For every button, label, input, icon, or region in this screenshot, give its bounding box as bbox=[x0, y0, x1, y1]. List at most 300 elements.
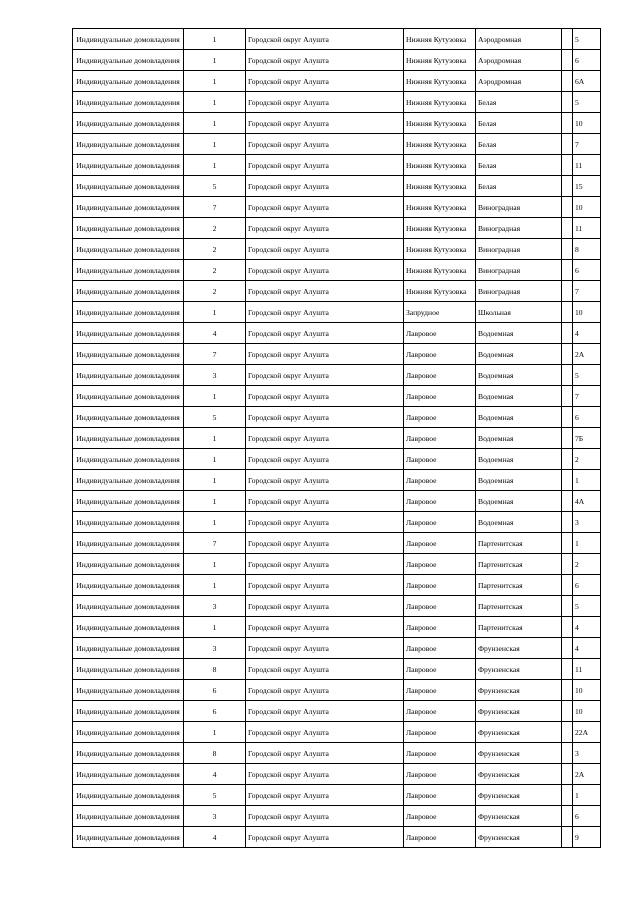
street-cell: Фрунзенская bbox=[476, 638, 562, 659]
table-row bbox=[73, 50, 601, 71]
municipality-cell: Городской округ Алушта bbox=[246, 239, 404, 260]
house-number-cell: 4 bbox=[573, 323, 601, 344]
count-cell: 7 bbox=[184, 197, 246, 218]
house-number-cell: 11 bbox=[573, 155, 601, 176]
object-type-cell: Индивидуальные домовладения bbox=[73, 302, 184, 323]
object-type-cell: Индивидуальные домовладения bbox=[73, 617, 184, 638]
locality-cell: Нижняя Кутузовка bbox=[404, 155, 476, 176]
count-cell: 2 bbox=[184, 239, 246, 260]
municipality-cell: Городской округ Алушта bbox=[246, 575, 404, 596]
locality-cell: Запрудное bbox=[404, 302, 476, 323]
locality-cell: Лавровое bbox=[404, 491, 476, 512]
count-cell: 6 bbox=[184, 701, 246, 722]
locality-cell: Нижняя Кутузовка bbox=[404, 50, 476, 71]
street-cell: Белая bbox=[476, 155, 562, 176]
count-cell: 1 bbox=[184, 554, 246, 575]
empty-cell bbox=[562, 302, 573, 323]
street-cell: Водоемная bbox=[476, 449, 562, 470]
empty-cell bbox=[562, 512, 573, 533]
house-number-cell: 4 bbox=[573, 638, 601, 659]
locality-cell: Лавровое bbox=[404, 533, 476, 554]
municipality-cell: Городской округ Алушта bbox=[246, 260, 404, 281]
municipality-cell: Городской округ Алушта bbox=[246, 113, 404, 134]
locality-cell: Лавровое bbox=[404, 638, 476, 659]
locality-cell: Лавровое bbox=[404, 701, 476, 722]
empty-cell bbox=[562, 176, 573, 197]
object-type-cell: Индивидуальные домовладения bbox=[73, 50, 184, 71]
house-number-cell: 1 bbox=[573, 785, 601, 806]
count-cell: 5 bbox=[184, 407, 246, 428]
table-row bbox=[73, 785, 601, 806]
object-type-cell: Индивидуальные домовладения bbox=[73, 197, 184, 218]
object-type-cell: Индивидуальные домовладения bbox=[73, 71, 184, 92]
street-cell: Водоемная bbox=[476, 323, 562, 344]
empty-cell bbox=[562, 701, 573, 722]
table-row bbox=[73, 281, 601, 302]
object-type-cell: Индивидуальные домовладения bbox=[73, 386, 184, 407]
house-number-cell: 6 bbox=[573, 806, 601, 827]
table-row bbox=[73, 71, 601, 92]
table-row bbox=[73, 470, 601, 491]
empty-cell bbox=[562, 197, 573, 218]
house-number-cell: 4 bbox=[573, 617, 601, 638]
empty-cell bbox=[562, 491, 573, 512]
table-row bbox=[73, 701, 601, 722]
house-number-cell: 3 bbox=[573, 743, 601, 764]
house-number-cell: 2А bbox=[573, 344, 601, 365]
locality-cell: Нижняя Кутузовка bbox=[404, 92, 476, 113]
table-body bbox=[73, 29, 601, 848]
house-number-cell: 5 bbox=[573, 365, 601, 386]
table-row bbox=[73, 449, 601, 470]
municipality-cell: Городской округ Алушта bbox=[246, 701, 404, 722]
house-number-cell: 9 bbox=[573, 827, 601, 848]
empty-cell bbox=[562, 386, 573, 407]
municipality-cell: Городской округ Алушта bbox=[246, 785, 404, 806]
object-type-cell: Индивидуальные домовладения bbox=[73, 92, 184, 113]
street-cell: Водоемная bbox=[476, 491, 562, 512]
street-cell: Белая bbox=[476, 113, 562, 134]
house-number-cell: 7Б bbox=[573, 428, 601, 449]
object-type-cell: Индивидуальные домовладения bbox=[73, 659, 184, 680]
municipality-cell: Городской округ Алушта bbox=[246, 218, 404, 239]
empty-cell bbox=[562, 323, 573, 344]
empty-cell bbox=[562, 407, 573, 428]
object-type-cell: Индивидуальные домовладения bbox=[73, 239, 184, 260]
object-type-cell: Индивидуальные домовладения bbox=[73, 365, 184, 386]
street-cell: Водоемная bbox=[476, 365, 562, 386]
locality-cell: Лавровое bbox=[404, 470, 476, 491]
street-cell: Фрунзенская bbox=[476, 764, 562, 785]
municipality-cell: Городской округ Алушта bbox=[246, 29, 404, 50]
municipality-cell: Городской округ Алушта bbox=[246, 176, 404, 197]
municipality-cell: Городской округ Алушта bbox=[246, 680, 404, 701]
municipality-cell: Городской округ Алушта bbox=[246, 281, 404, 302]
locality-cell: Лавровое bbox=[404, 344, 476, 365]
table-row bbox=[73, 218, 601, 239]
empty-cell bbox=[562, 575, 573, 596]
locality-cell: Лавровое bbox=[404, 785, 476, 806]
house-number-cell: 4А bbox=[573, 491, 601, 512]
empty-cell bbox=[562, 785, 573, 806]
municipality-cell: Городской округ Алушта bbox=[246, 155, 404, 176]
count-cell: 7 bbox=[184, 533, 246, 554]
count-cell: 5 bbox=[184, 785, 246, 806]
street-cell: Водоемная bbox=[476, 512, 562, 533]
locality-cell: Лавровое bbox=[404, 722, 476, 743]
object-type-cell: Индивидуальные домовладения bbox=[73, 722, 184, 743]
house-number-cell: 6 bbox=[573, 50, 601, 71]
locality-cell: Лавровое bbox=[404, 575, 476, 596]
count-cell: 8 bbox=[184, 659, 246, 680]
municipality-cell: Городской округ Алушта bbox=[246, 428, 404, 449]
count-cell: 3 bbox=[184, 638, 246, 659]
house-number-cell: 11 bbox=[573, 218, 601, 239]
street-cell: Виноградная bbox=[476, 197, 562, 218]
count-cell: 8 bbox=[184, 743, 246, 764]
empty-cell bbox=[562, 50, 573, 71]
count-cell: 2 bbox=[184, 260, 246, 281]
table-row bbox=[73, 176, 601, 197]
house-number-cell: 10 bbox=[573, 113, 601, 134]
locality-cell: Лавровое bbox=[404, 554, 476, 575]
house-number-cell: 6А bbox=[573, 71, 601, 92]
locality-cell: Лавровое bbox=[404, 827, 476, 848]
municipality-cell: Городской округ Алушта bbox=[246, 512, 404, 533]
object-type-cell: Индивидуальные домовладения bbox=[73, 113, 184, 134]
municipality-cell: Городской округ Алушта bbox=[246, 386, 404, 407]
object-type-cell: Индивидуальные домовладения bbox=[73, 428, 184, 449]
table-row bbox=[73, 743, 601, 764]
municipality-cell: Городской округ Алушта bbox=[246, 71, 404, 92]
street-cell: Водоемная bbox=[476, 386, 562, 407]
empty-cell bbox=[562, 281, 573, 302]
street-cell: Белая bbox=[476, 134, 562, 155]
street-cell: Фрунзенская bbox=[476, 827, 562, 848]
table-row bbox=[73, 134, 601, 155]
empty-cell bbox=[562, 344, 573, 365]
municipality-cell: Городской округ Алушта bbox=[246, 134, 404, 155]
house-number-cell: 15 bbox=[573, 176, 601, 197]
object-type-cell: Индивидуальные домовладения bbox=[73, 281, 184, 302]
street-cell: Школьная bbox=[476, 302, 562, 323]
table-row bbox=[73, 155, 601, 176]
empty-cell bbox=[562, 596, 573, 617]
table-row bbox=[73, 827, 601, 848]
table-row bbox=[73, 302, 601, 323]
object-type-cell: Индивидуальные домовладения bbox=[73, 554, 184, 575]
municipality-cell: Городской округ Алушта bbox=[246, 827, 404, 848]
object-type-cell: Индивидуальные домовладения bbox=[73, 680, 184, 701]
table-row bbox=[73, 491, 601, 512]
locality-cell: Нижняя Кутузовка bbox=[404, 218, 476, 239]
municipality-cell: Городской округ Алушта bbox=[246, 596, 404, 617]
empty-cell bbox=[562, 428, 573, 449]
locality-cell: Лавровое bbox=[404, 806, 476, 827]
empty-cell bbox=[562, 533, 573, 554]
municipality-cell: Городской округ Алушта bbox=[246, 407, 404, 428]
object-type-cell: Индивидуальные домовладения bbox=[73, 344, 184, 365]
house-number-cell: 3 bbox=[573, 512, 601, 533]
house-number-cell: 22А bbox=[573, 722, 601, 743]
municipality-cell: Городской округ Алушта bbox=[246, 659, 404, 680]
municipality-cell: Городской округ Алушта bbox=[246, 491, 404, 512]
table-row bbox=[73, 197, 601, 218]
empty-cell bbox=[562, 638, 573, 659]
table-row bbox=[73, 638, 601, 659]
locality-cell: Лавровое bbox=[404, 764, 476, 785]
house-number-cell: 6 bbox=[573, 575, 601, 596]
locality-cell: Лавровое bbox=[404, 512, 476, 533]
object-type-cell: Индивидуальные домовладения bbox=[73, 176, 184, 197]
house-number-cell: 5 bbox=[573, 596, 601, 617]
municipality-cell: Городской округ Алушта bbox=[246, 344, 404, 365]
object-type-cell: Индивидуальные домовладения bbox=[73, 491, 184, 512]
house-number-cell: 7 bbox=[573, 281, 601, 302]
locality-cell: Нижняя Кутузовка bbox=[404, 113, 476, 134]
table-row bbox=[73, 260, 601, 281]
street-cell: Белая bbox=[476, 176, 562, 197]
empty-cell bbox=[562, 29, 573, 50]
empty-cell bbox=[562, 470, 573, 491]
locality-cell: Нижняя Кутузовка bbox=[404, 134, 476, 155]
object-type-cell: Индивидуальные домовладения bbox=[73, 407, 184, 428]
locality-cell: Нижняя Кутузовка bbox=[404, 197, 476, 218]
object-type-cell: Индивидуальные домовладения bbox=[73, 323, 184, 344]
object-type-cell: Индивидуальные домовладения bbox=[73, 764, 184, 785]
table-row bbox=[73, 554, 601, 575]
empty-cell bbox=[562, 659, 573, 680]
locality-cell: Нижняя Кутузовка bbox=[404, 71, 476, 92]
empty-cell bbox=[562, 722, 573, 743]
street-cell: Партенитская bbox=[476, 596, 562, 617]
object-type-cell: Индивидуальные домовладения bbox=[73, 470, 184, 491]
table-row bbox=[73, 512, 601, 533]
table-row bbox=[73, 533, 601, 554]
locality-cell: Лавровое bbox=[404, 323, 476, 344]
table-row bbox=[73, 428, 601, 449]
house-number-cell: 2 bbox=[573, 554, 601, 575]
table-row bbox=[73, 92, 601, 113]
count-cell: 1 bbox=[184, 512, 246, 533]
table-row bbox=[73, 365, 601, 386]
empty-cell bbox=[562, 134, 573, 155]
municipality-cell: Городской округ Алушта bbox=[246, 449, 404, 470]
count-cell: 7 bbox=[184, 344, 246, 365]
municipality-cell: Городской округ Алушта bbox=[246, 197, 404, 218]
municipality-cell: Городской округ Алушта bbox=[246, 743, 404, 764]
locality-cell: Лавровое bbox=[404, 428, 476, 449]
empty-cell bbox=[562, 113, 573, 134]
empty-cell bbox=[562, 365, 573, 386]
object-type-cell: Индивидуальные домовладения bbox=[73, 827, 184, 848]
table-row bbox=[73, 659, 601, 680]
house-number-cell: 10 bbox=[573, 197, 601, 218]
count-cell: 5 bbox=[184, 176, 246, 197]
count-cell: 1 bbox=[184, 617, 246, 638]
municipality-cell: Городской округ Алушта bbox=[246, 323, 404, 344]
locality-cell: Лавровое bbox=[404, 659, 476, 680]
empty-cell bbox=[562, 71, 573, 92]
object-type-cell: Индивидуальные домовладения bbox=[73, 785, 184, 806]
house-number-cell: 10 bbox=[573, 680, 601, 701]
street-cell: Виноградная bbox=[476, 281, 562, 302]
object-type-cell: Индивидуальные домовладения bbox=[73, 218, 184, 239]
count-cell: 1 bbox=[184, 449, 246, 470]
table-row bbox=[73, 764, 601, 785]
empty-cell bbox=[562, 260, 573, 281]
object-type-cell: Индивидуальные домовладения bbox=[73, 449, 184, 470]
empty-cell bbox=[562, 680, 573, 701]
empty-cell bbox=[562, 827, 573, 848]
count-cell: 3 bbox=[184, 596, 246, 617]
table-row bbox=[73, 113, 601, 134]
count-cell: 1 bbox=[184, 50, 246, 71]
street-cell: Фрунзенская bbox=[476, 701, 562, 722]
object-type-cell: Индивидуальные домовладения bbox=[73, 701, 184, 722]
object-type-cell: Индивидуальные домовладения bbox=[73, 575, 184, 596]
street-cell: Партенитская bbox=[476, 533, 562, 554]
object-type-cell: Индивидуальные домовладения bbox=[73, 596, 184, 617]
street-cell: Виноградная bbox=[476, 260, 562, 281]
locality-cell: Нижняя Кутузовка bbox=[404, 176, 476, 197]
object-type-cell: Индивидуальные домовладения bbox=[73, 533, 184, 554]
street-cell: Водоемная bbox=[476, 344, 562, 365]
street-cell: Аэродромная bbox=[476, 50, 562, 71]
empty-cell bbox=[562, 743, 573, 764]
empty-cell bbox=[562, 92, 573, 113]
street-cell: Фрунзенская bbox=[476, 680, 562, 701]
locality-cell: Лавровое bbox=[404, 743, 476, 764]
house-number-cell: 8 bbox=[573, 239, 601, 260]
street-cell: Фрунзенская bbox=[476, 722, 562, 743]
object-type-cell: Индивидуальные домовладения bbox=[73, 29, 184, 50]
municipality-cell: Городской округ Алушта bbox=[246, 365, 404, 386]
address-registry-table bbox=[72, 28, 601, 848]
table-row bbox=[73, 386, 601, 407]
object-type-cell: Индивидуальные домовладения bbox=[73, 134, 184, 155]
table-row bbox=[73, 722, 601, 743]
street-cell: Фрунзенская bbox=[476, 785, 562, 806]
street-cell: Аэродромная bbox=[476, 29, 562, 50]
municipality-cell: Городской округ Алушта bbox=[246, 302, 404, 323]
locality-cell: Лавровое bbox=[404, 449, 476, 470]
count-cell: 1 bbox=[184, 470, 246, 491]
table-row bbox=[73, 680, 601, 701]
house-number-cell: 11 bbox=[573, 659, 601, 680]
count-cell: 1 bbox=[184, 29, 246, 50]
count-cell: 1 bbox=[184, 92, 246, 113]
count-cell: 4 bbox=[184, 323, 246, 344]
house-number-cell: 5 bbox=[573, 29, 601, 50]
count-cell: 2 bbox=[184, 281, 246, 302]
municipality-cell: Городской округ Алушта bbox=[246, 554, 404, 575]
count-cell: 1 bbox=[184, 71, 246, 92]
table-row bbox=[73, 806, 601, 827]
house-number-cell: 1 bbox=[573, 533, 601, 554]
street-cell: Аэродромная bbox=[476, 71, 562, 92]
empty-cell bbox=[562, 617, 573, 638]
municipality-cell: Городской округ Алушта bbox=[246, 50, 404, 71]
count-cell: 1 bbox=[184, 722, 246, 743]
street-cell: Фрунзенская bbox=[476, 659, 562, 680]
house-number-cell: 7 bbox=[573, 386, 601, 407]
count-cell: 1 bbox=[184, 428, 246, 449]
object-type-cell: Индивидуальные домовладения bbox=[73, 806, 184, 827]
municipality-cell: Городской округ Алушта bbox=[246, 638, 404, 659]
count-cell: 6 bbox=[184, 680, 246, 701]
house-number-cell: 10 bbox=[573, 701, 601, 722]
count-cell: 1 bbox=[184, 113, 246, 134]
municipality-cell: Городской округ Алушта bbox=[246, 617, 404, 638]
street-cell: Партенитская bbox=[476, 575, 562, 596]
street-cell: Партенитская bbox=[476, 554, 562, 575]
street-cell: Партенитская bbox=[476, 617, 562, 638]
street-cell: Водоемная bbox=[476, 470, 562, 491]
table-row bbox=[73, 344, 601, 365]
street-cell: Фрунзенская bbox=[476, 743, 562, 764]
object-type-cell: Индивидуальные домовладения bbox=[73, 512, 184, 533]
count-cell: 4 bbox=[184, 827, 246, 848]
table-row bbox=[73, 596, 601, 617]
locality-cell: Нижняя Кутузовка bbox=[404, 29, 476, 50]
count-cell: 4 bbox=[184, 764, 246, 785]
count-cell: 1 bbox=[184, 302, 246, 323]
house-number-cell: 5 bbox=[573, 92, 601, 113]
object-type-cell: Индивидуальные домовладения bbox=[73, 260, 184, 281]
house-number-cell: 7 bbox=[573, 134, 601, 155]
count-cell: 2 bbox=[184, 218, 246, 239]
locality-cell: Лавровое bbox=[404, 386, 476, 407]
municipality-cell: Городской округ Алушта bbox=[246, 806, 404, 827]
locality-cell: Лавровое bbox=[404, 617, 476, 638]
house-number-cell: 6 bbox=[573, 407, 601, 428]
locality-cell: Нижняя Кутузовка bbox=[404, 260, 476, 281]
house-number-cell: 2А bbox=[573, 764, 601, 785]
locality-cell: Лавровое bbox=[404, 680, 476, 701]
street-cell: Белая bbox=[476, 92, 562, 113]
municipality-cell: Городской округ Алушта bbox=[246, 722, 404, 743]
table-row bbox=[73, 617, 601, 638]
table-row bbox=[73, 407, 601, 428]
locality-cell: Нижняя Кутузовка bbox=[404, 239, 476, 260]
count-cell: 3 bbox=[184, 365, 246, 386]
house-number-cell: 1 bbox=[573, 470, 601, 491]
house-number-cell: 2 bbox=[573, 449, 601, 470]
municipality-cell: Городской округ Алушта bbox=[246, 533, 404, 554]
house-number-cell: 10 bbox=[573, 302, 601, 323]
municipality-cell: Городской округ Алушта bbox=[246, 764, 404, 785]
empty-cell bbox=[562, 449, 573, 470]
table-row bbox=[73, 29, 601, 50]
house-number-cell: 6 bbox=[573, 260, 601, 281]
count-cell: 1 bbox=[184, 386, 246, 407]
empty-cell bbox=[562, 806, 573, 827]
street-cell: Водоемная bbox=[476, 407, 562, 428]
document-page bbox=[72, 28, 600, 848]
empty-cell bbox=[562, 218, 573, 239]
empty-cell bbox=[562, 239, 573, 260]
street-cell: Виноградная bbox=[476, 218, 562, 239]
count-cell: 1 bbox=[184, 134, 246, 155]
count-cell: 3 bbox=[184, 806, 246, 827]
empty-cell bbox=[562, 554, 573, 575]
locality-cell: Лавровое bbox=[404, 365, 476, 386]
empty-cell bbox=[562, 764, 573, 785]
locality-cell: Лавровое bbox=[404, 596, 476, 617]
count-cell: 1 bbox=[184, 491, 246, 512]
locality-cell: Лавровое bbox=[404, 407, 476, 428]
